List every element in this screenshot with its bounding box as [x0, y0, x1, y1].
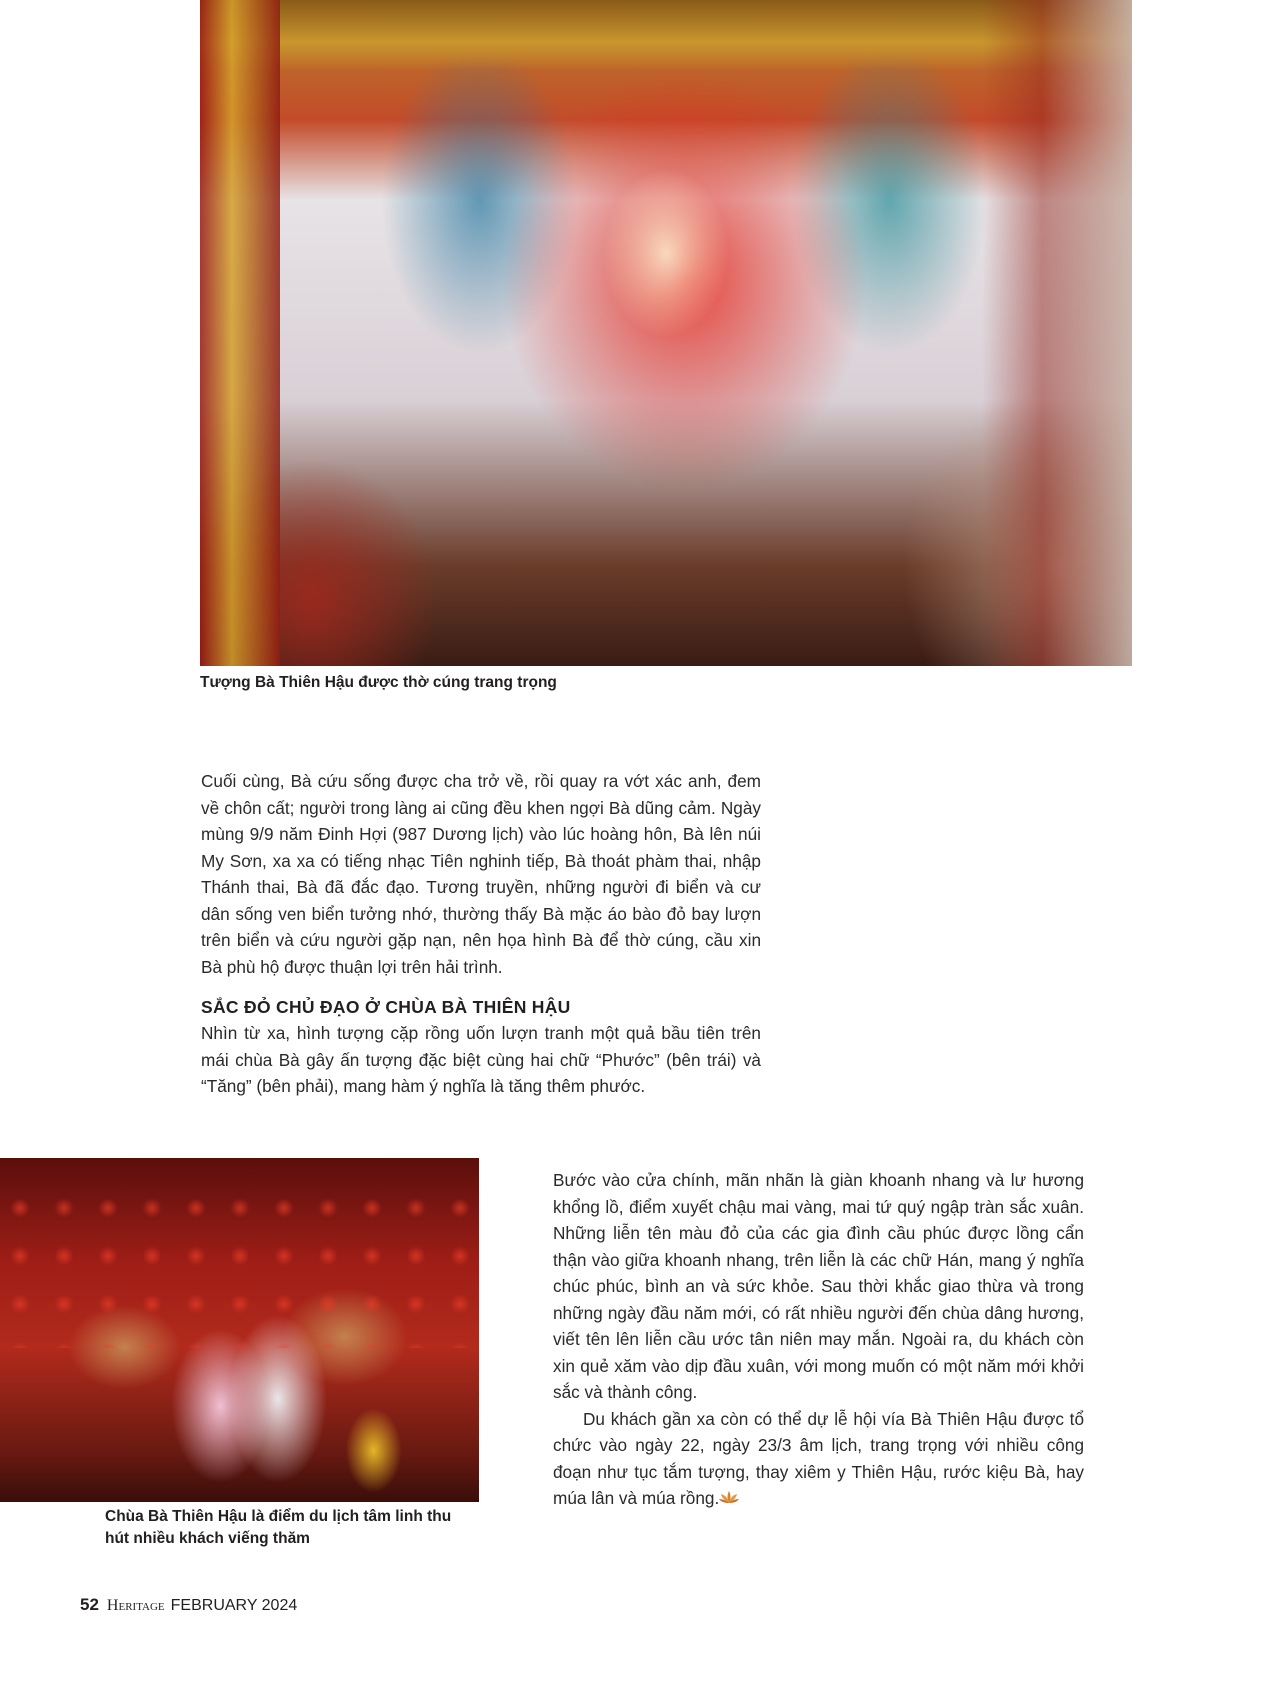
photo-pillar-left [200, 0, 280, 666]
page-number: 52 [80, 1595, 99, 1614]
temple-photo-caption: Chùa Bà Thiên Hậu là điểm du lịch tâm linh thu hút nhiều khách viếng thăm [105, 1508, 452, 1547]
issue-date: FEBRUARY 2024 [170, 1597, 298, 1614]
magazine-name: Heritage [106, 1597, 165, 1614]
article-column-left [201, 768, 761, 1100]
altar-photo-caption: Tượng Bà Thiên Hậu được thờ cúng trang trọng [200, 674, 557, 691]
page-footer [80, 1595, 297, 1615]
article-paragraph: Nhìn từ xa, hình tượng cặp rồng uốn lượn tranh một quả bầu tiên trên mái chùa Bà gây ấn tượng đặc biệt cùng hai chữ “Phước” (bên trái) và “Tăng” (bên phải), mang hàm ý nghĩa là tăng thêm phước. [201, 1023, 761, 1096]
article-column-right [553, 1167, 1084, 1512]
article-paragraph: Cuối cùng, Bà cứu sống được cha trở về, rồi quay ra vớt xác anh, đem về chôn cất; người trong làng ai cũng đều khen ngợi Bà dũng cảm. Ngày mùng 9/9 năm Đinh Hợi (987 Dương lịch) vào lúc hoàng hôn, Bà lên núi My Sơn, xa xa có tiếng nhạc Tiên nghinh tiếp, Bà thoát phàm thai, nhập Thánh thai, Bà đã đắc đạo. Tương truyền, những người đi biển và cư dân sống ven biển tưởng nhớ, thường thấy Bà mặc áo bào đỏ bay lượn trên biển và cứu người gặp nạn, nên họa hình Bà để thờ cúng, cầu xin Bà phù hộ được thuận lợi trên hải trình. [201, 771, 761, 977]
article-paragraph-text: Du khách gần xa còn có thể dự lễ hội vía Bà Thiên Hậu được tổ chức vào ngày 22, ngày 23/3 âm lịch, trang trọng với nhiều công đoạn như tục tắm tượng, thay xiêm y Thiên Hậu, rước kiệu Bà, hay múa lân và múa rồng. [553, 1408, 1084, 1508]
section-heading: SẮC ĐỎ CHỦ ĐẠO Ở CHÙA BÀ THIÊN HẬU [201, 997, 571, 1017]
photo-lanterns [0, 1188, 479, 1348]
lotus-icon [719, 1490, 739, 1504]
altar-photo [200, 0, 1132, 666]
article-paragraph: Bước vào cửa chính, mãn nhãn là giàn khoanh nhang và lư hương khổng lồ, điểm xuyết chậu mai vàng, mai tứ quý ngập tràn sắc xuân. Những liễn tên màu đỏ của các gia đình cầu phúc được lồng cẩn thận vào giữa khoanh nhang, trên liễn là các chữ Hán, mang ý nghĩa chúc phúc, bình an và sức khỏe. Sau thời khắc giao thừa và trong những ngày đầu năm mới, có rất nhiều người đến chùa dâng hương, viết tên lên liễn cầu ước tân niên may mắn. Ngoài ra, du khách còn xin quẻ xăm vào dịp đầu xuân, với mong muốn có một năm mới khởi sắc và thành công. [553, 1170, 1084, 1402]
article-paragraph-last [553, 1406, 1084, 1512]
photo-blur-right [982, 0, 1132, 666]
temple-visitors-photo [0, 1158, 479, 1502]
